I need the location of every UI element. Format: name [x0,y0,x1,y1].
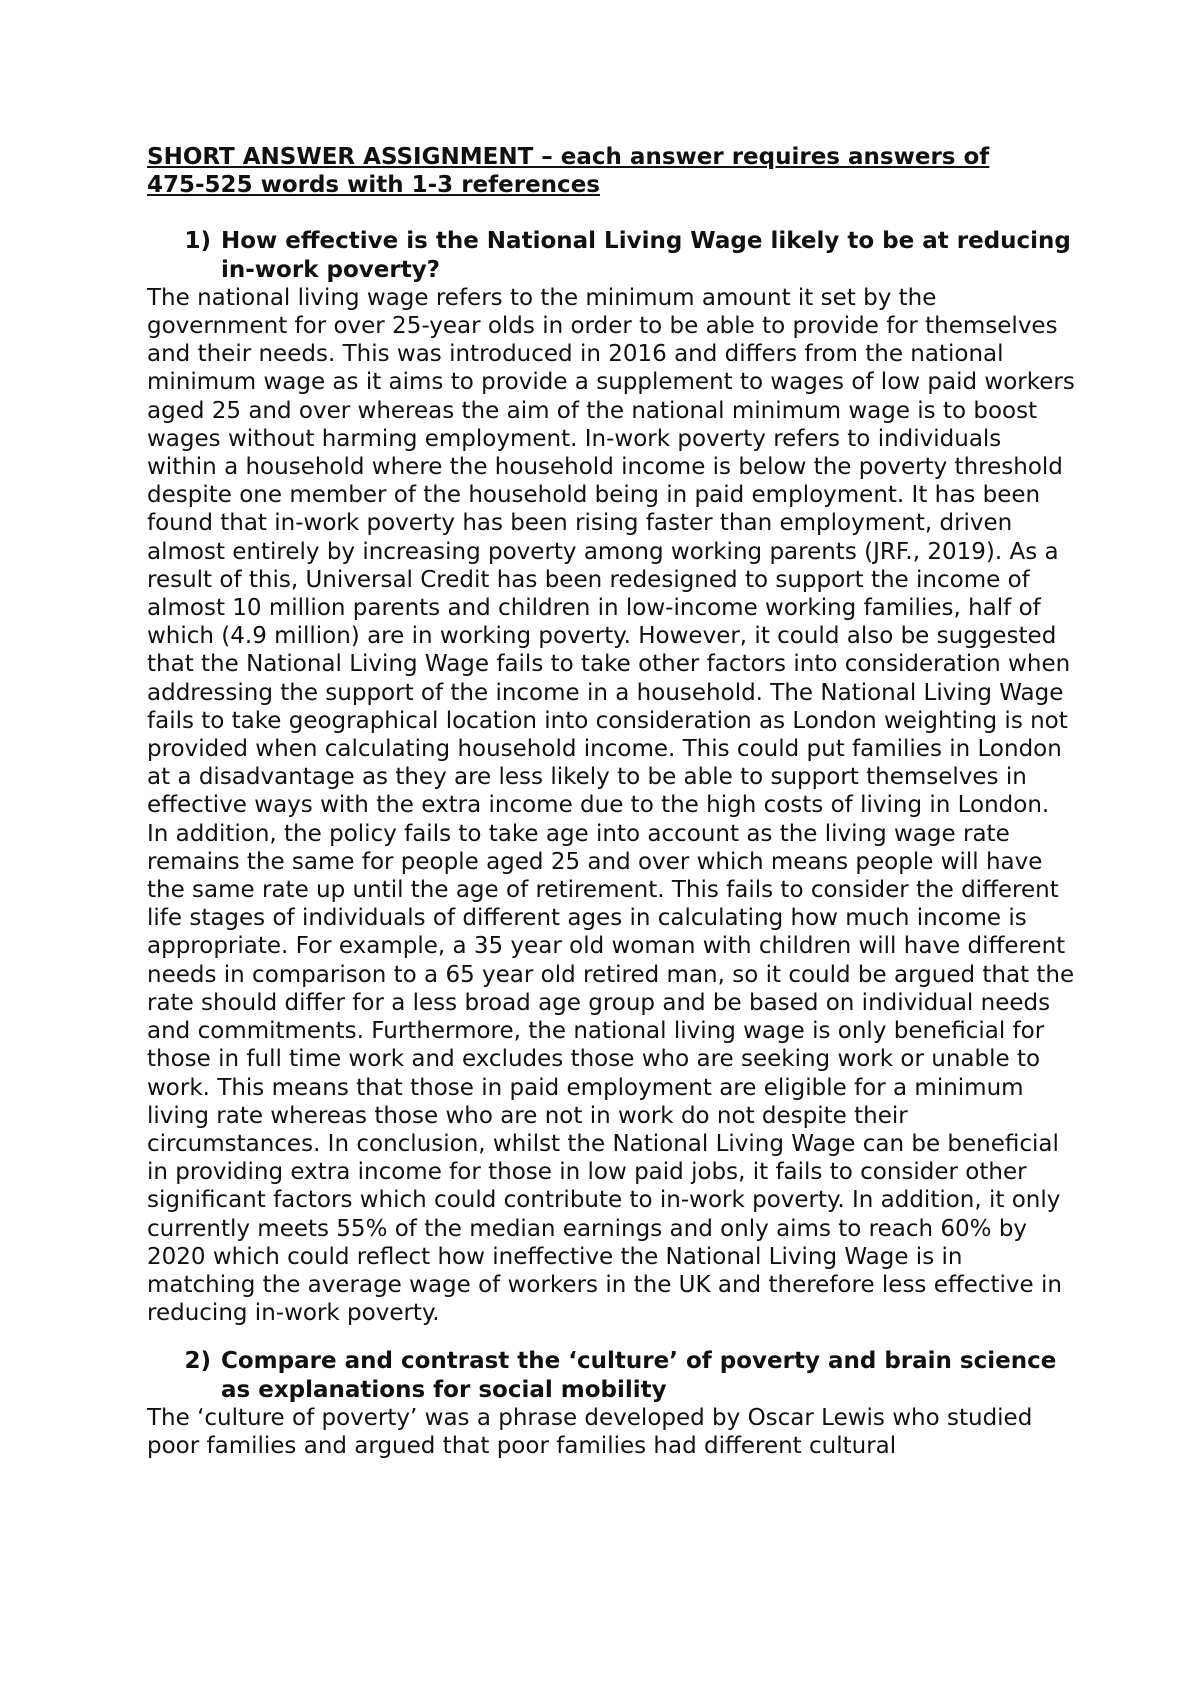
question-1-number: 1) [184,228,211,255]
question-1-answer: The national living wage refers to the minimum amount it set by the government for over 25-year olds in order to be able to provide for themselves and their needs. This was introduced in 2016 and differs from the national minimum wage as it aims to provide a supplement to wages of low paid workers aged 25 and over whereas the aim of the national minimum wage is to boost wages without harming employment. In-work poverty refers to individuals within a household where the household income is below the poverty threshold despite one member of the household being in paid employment. It has been found that in-work poverty has been rising faster than employment, driven almost entirely by increasing poverty among working parents (JRF., 2019). As a result of this, Universal Credit has been redesigned to support the income of almost 10 million parents and children in low-income working families, half of which (4.9 million) are in working poverty. However, it could also be suggested that the National Living Wage fails to take other factors into consideration when addressing the support of the income in a household. The National Living Wage fails to take geographical location into consideration as London weighting is not provided when calculating household income. This could put families in London at a disadvantage as they are less likely to be able to support themselves in effective ways with the extra income due to the high costs of living in London. In addition, the policy fails to take age into account as the living wage rate remains the same for people aged 25 and over which means people will have the same rate up until the age of retirement. This fails to consider the different life stages of individuals of different ages in calculating how much income is appropriate. For example, a 35 year old woman with children will have different needs in comparison to a 65 year old retired man, so it could be argued that the rate should differ for a less broad age group and be based on individual needs and commitments. Furthermore, the national living wage is only beneficial for those in full time work and excludes those who are seeking work or unable to work. This means that those in paid employment are eligible for a minimum living rate whereas those who are not in work do not despite their circumstances. In conclusion, whilst the National Living Wage can be beneficial in providing extra income for those in low paid jobs, it fails to consider other significant factors which could contribute to in-work poverty. In addition, it only currently meets 55% of the median earnings and only aims to reach 60% by 2020 which could reflect how ineffective the National Living Wage is in matching the average wage of workers in the UK and therefore less effective in reducing in-work poverty. [147,284,1075,1327]
question-2-answer: The ‘culture of poverty’ was a phrase developed by Oscar Lewis who studied poor families and argued that poor families had different cultural [147,1404,1033,1459]
question-1-text: How effective is the National Living Wage likely to be at reducing in-work poverty? [221,228,1071,283]
question-2-text: Compare and contrast the ‘culture’ of poverty and brain science as explanations for social mobility [221,1348,1057,1403]
document-body [147,143,1077,1460]
question-2-heading [147,1347,1077,1403]
document-title-line-1: SHORT ANSWER ASSIGNMENT – each answer requires answers of [147,144,990,170]
spacer [147,1327,1077,1347]
document-title-line-2: 475-525 words with 1-3 references [147,172,600,199]
question-2-number: 2) [184,1348,211,1375]
question-1-heading [147,227,1077,283]
spacer [147,199,1077,227]
document-title [147,143,1077,199]
